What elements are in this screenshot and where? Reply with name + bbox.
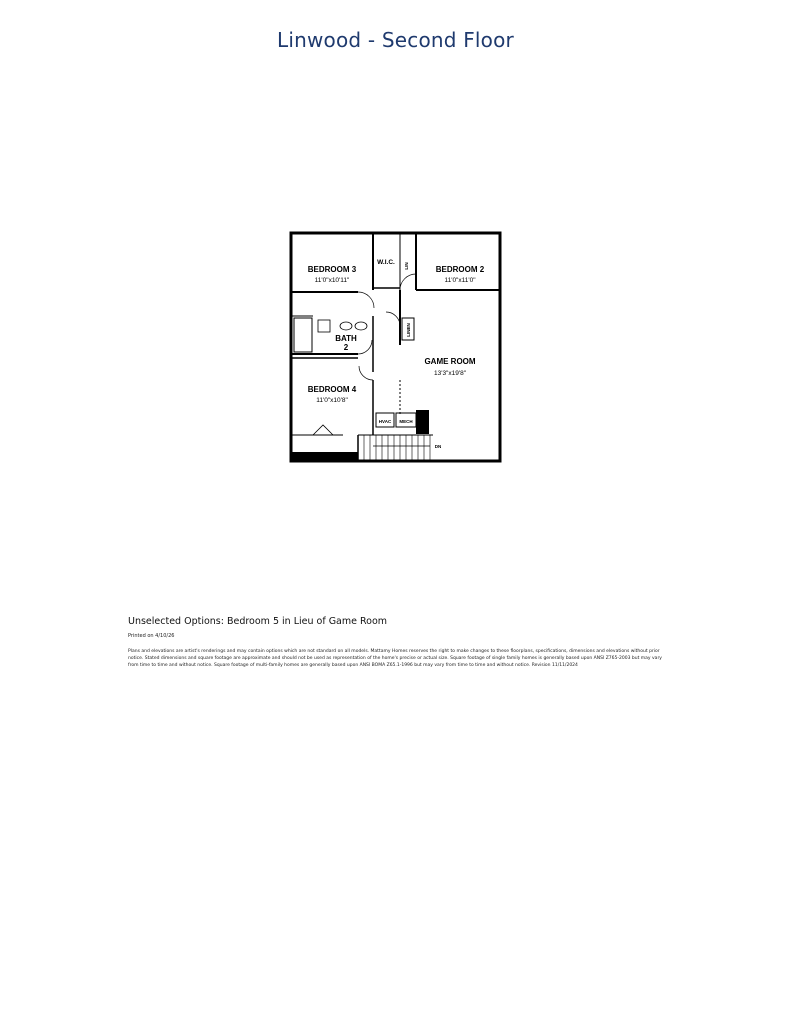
bathtub (294, 318, 312, 352)
printed-on: Printed on 4/10/26 (128, 633, 175, 639)
toilet (318, 320, 330, 332)
room-dimensions-bedroom-4: 11'0"x10'8" (316, 397, 348, 404)
room-name-game-room: GAME ROOM (424, 357, 476, 366)
room-dimensions-game-room: 13'3"x19'8" (433, 370, 467, 377)
unselected-options: Unselected Options: Bedroom 5 in Lieu of Game Room (128, 616, 388, 627)
mech-label: MECH (399, 419, 413, 424)
room-name-bath-2-number: 2 (343, 343, 349, 352)
floor-plan-drawing (288, 230, 503, 465)
room-name-bath-2: BATH (335, 334, 357, 343)
linen-label: LINEN (406, 323, 411, 337)
sink-2 (355, 322, 367, 330)
page-title: Linwood - Second Floor (277, 28, 514, 52)
room-name-bedroom-4: BEDROOM 4 (307, 385, 357, 394)
hvac-label: HVAC (378, 419, 392, 424)
room-name-bedroom-3: BEDROOM 3 (307, 265, 357, 274)
sink-1 (340, 322, 352, 330)
stairs-down-label: DN (434, 444, 442, 449)
room-name-wic: W.I.C. (377, 259, 395, 266)
linen-label-top: LIN (404, 262, 409, 270)
disclaimer: Plans and elevations are artist's renderings and may contain options which are not standard on all models. Mattamy Homes reserves the right to make changes to these floorplans, specifications, dimensions and elevations without prior notice. Stated dimensions and square footage are approximate and should not be used as representation of the home's precise or actual size. Square footage of single family homes is generally based upon ANSI Z765-2003 but may vary from time to time and without notice. Square footage of multi-family homes are generally based upon ANSI BOMA Z65.1-1996 but may vary from time to time and without notice. Revision 11/11/2024 (128, 649, 662, 668)
room-dimensions-bedroom-3: 11'0"x10'11" (314, 277, 350, 284)
floor-plan (288, 230, 503, 465)
room-name-bedroom-2: BEDROOM 2 (435, 265, 485, 274)
room-dimensions-bedroom-2: 11'0"x11'0" (444, 277, 476, 284)
